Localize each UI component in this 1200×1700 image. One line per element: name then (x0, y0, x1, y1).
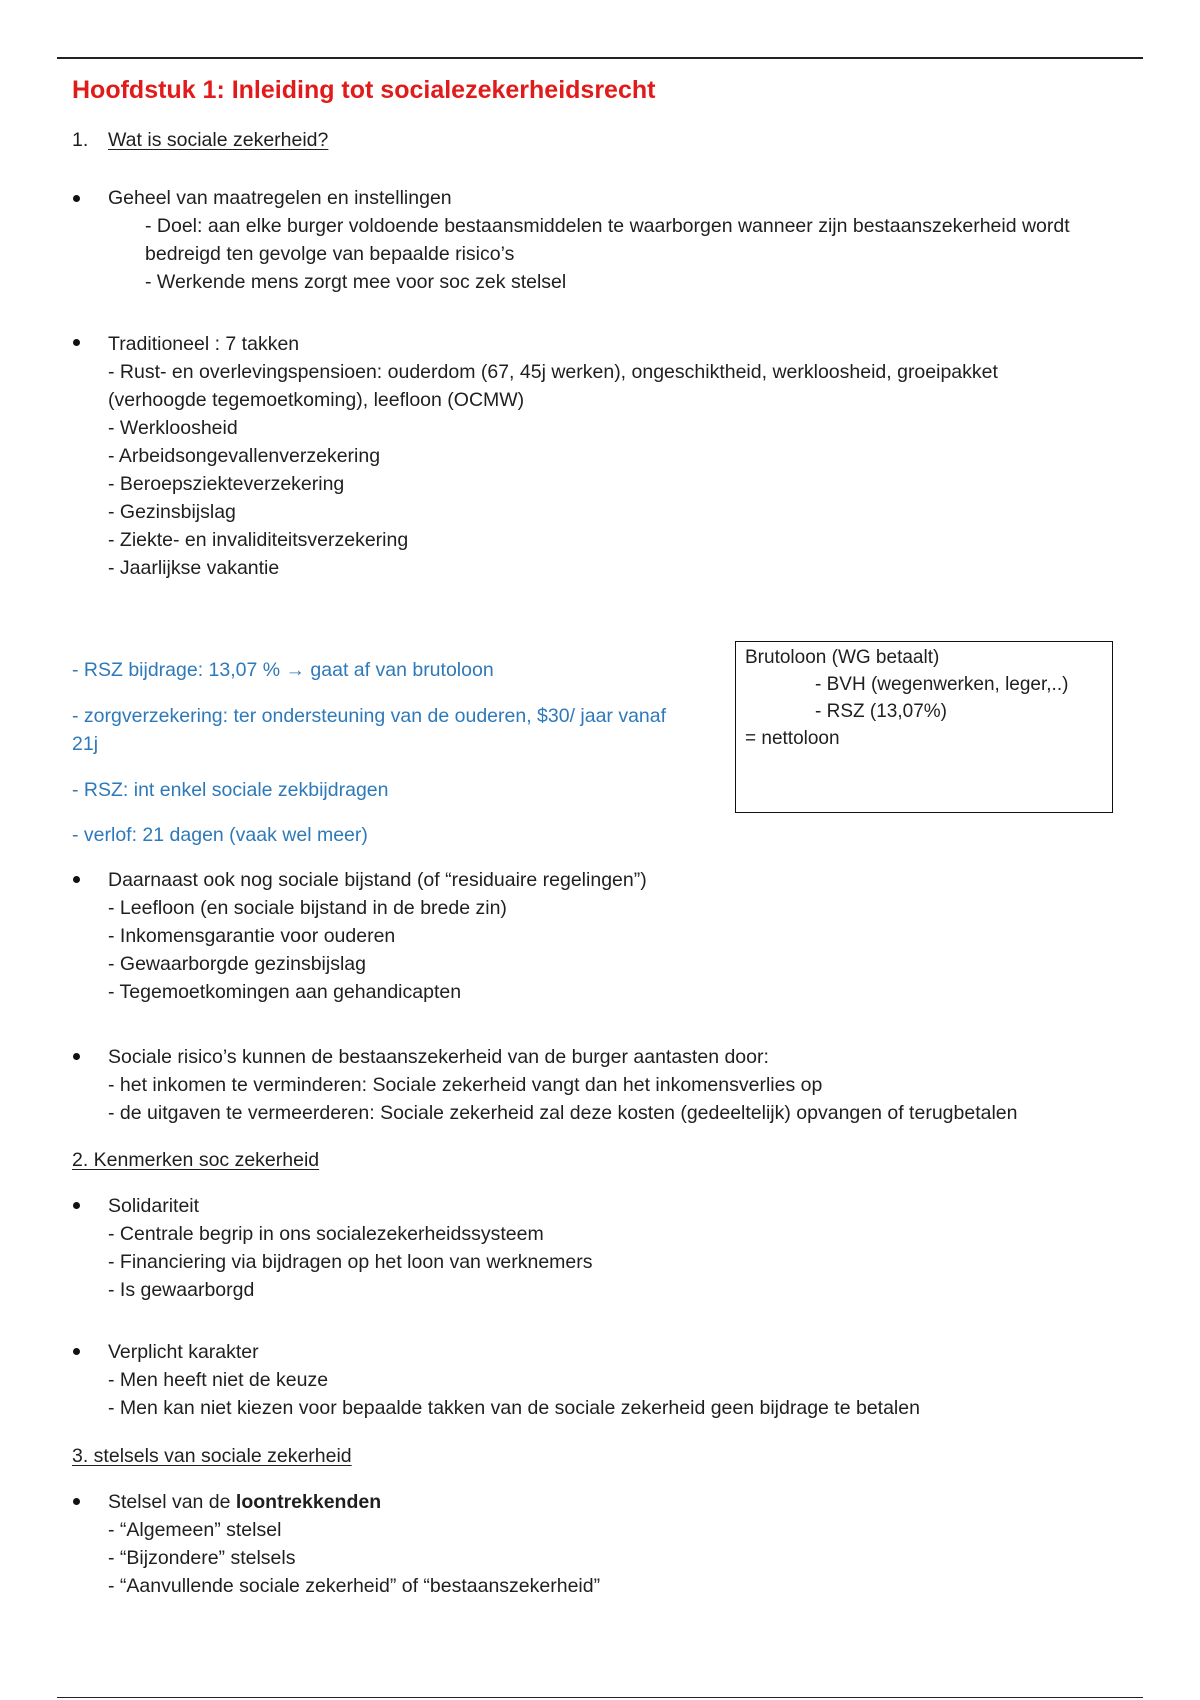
bullet-text: Daarnaast ook nog sociale bijstand (of “residuaire regelingen”) (108, 869, 647, 891)
bullet-text: Traditioneel : 7 takken (108, 333, 300, 355)
bullet-subline: - Werkloosheid (108, 417, 238, 439)
box-line: = nettoloon (745, 728, 840, 749)
note-zorgverzekering-cont: 21j (72, 733, 99, 755)
bullet-subline: - Gezinsbijslag (108, 501, 236, 523)
note-verlof: - verlof: 21 dagen (vaak wel meer) (72, 824, 368, 846)
bullet-subline: - Centrale begrip in ons socialezekerheidssysteem (108, 1223, 544, 1245)
bullet-subline: - Is gewaarborgd (108, 1279, 255, 1301)
section-3-heading: 3. stelsels van sociale zekerheid (72, 1445, 352, 1467)
bullet-subline: - “Algemeen” stelsel (108, 1519, 282, 1541)
bullet-solidariteit (108, 1192, 593, 1304)
bullet-subline: - Beroepsziekteverzekering (108, 473, 345, 495)
box-line: Brutoloon (WG betaalt) (745, 647, 940, 668)
bullet-subline: - Inkomensgarantie voor ouderen (108, 925, 396, 947)
bullet-traditioneel (108, 330, 998, 582)
bullet-subline: - “Aanvullende sociale zekerheid” of “bestaanszekerheid” (108, 1575, 601, 1597)
bullet-text: Solidariteit (108, 1195, 200, 1217)
bullet-subline: - Rust- en overlevingspensioen: ouderdom (67, 45j werken), ongeschiktheid, werkloosheid, groeipakket (108, 361, 998, 383)
page-title: Hoofdstuk 1: Inleiding tot socialezekerheidsrecht (72, 76, 656, 104)
bullet-bijstand (108, 866, 647, 1006)
box-line: - RSZ (13,07%) (815, 701, 947, 722)
bullet-verplicht (108, 1338, 920, 1422)
bullet-icon (73, 1053, 80, 1060)
bullet-text-prefix: Stelsel van de (108, 1491, 236, 1513)
brutoloon-box (735, 641, 1113, 813)
bullet-subline: - Tegemoetkomingen aan gehandicapten (108, 981, 462, 1003)
bullet-subline: - Leefloon (en sociale bijstand in de brede zin) (108, 897, 507, 919)
bullet-text-bold: loontrekkenden (235, 1491, 382, 1513)
bullet-subline: - Ziekte- en invaliditeitsverzekering (108, 529, 409, 551)
bullet-text (108, 1488, 600, 1516)
bullet-icon (73, 1348, 80, 1355)
bullet-icon (73, 876, 80, 883)
bullet-subline: (verhoogde tegemoetkoming), leefloon (OCMW) (108, 389, 525, 411)
section-1-number: 1. (72, 129, 89, 151)
bottom-rule (57, 1697, 1143, 1698)
bullet-subline: bedreigd ten gevolge van bepaalde risico’s (145, 243, 515, 265)
bullet-subline: - Jaarlijkse vakantie (108, 557, 280, 579)
bullet-subline: - Arbeidsongevallenverzekering (108, 445, 381, 467)
top-rule (57, 57, 1143, 59)
section-1-heading: Wat is sociale zekerheid? (108, 129, 329, 151)
bullet-subline: - Werkende mens zorgt mee voor soc zek stelsel (145, 271, 567, 293)
bullet-text: Sociale risico’s kunnen de bestaanszekerheid van de burger aantasten door: (108, 1046, 769, 1068)
bullet-subline: - Men heeft niet de keuze (108, 1369, 329, 1391)
bullet-subline: - Financiering via bijdragen op het loon van werknemers (108, 1251, 593, 1273)
bullet-icon (73, 195, 80, 202)
bullet-subline: - Gewaarborgde gezinsbijslag (108, 953, 366, 975)
bullet-icon (73, 1498, 80, 1505)
bullet-subline: - de uitgaven te vermeerderen: Sociale zekerheid zal deze kosten (gedeeltelijk) opvangen of terugbetalen (108, 1102, 1018, 1124)
section-2-heading: 2. Kenmerken soc zekerheid (72, 1149, 320, 1171)
bullet-subline: - “Bijzondere” stelsels (108, 1547, 296, 1569)
bullet-subline: - Doel: aan elke burger voldoende bestaansmiddelen te waarborgen wanneer zijn bestaanszekerheid wordt (145, 215, 1070, 237)
bullet-risicos (108, 1043, 1017, 1127)
bullet-text: Geheel van maatregelen en instellingen (108, 187, 452, 209)
bullet-loontrekkenden (108, 1488, 600, 1600)
note-rsz-int: - RSZ: int enkel sociale zekbijdragen (72, 779, 389, 801)
bullet-geheel (108, 184, 1070, 296)
note-zorgverzekering: - zorgverzekering: ter ondersteuning van de ouderen, $30/ jaar vanaf (72, 705, 667, 727)
box-line: - BVH (wegenwerken, leger,..) (815, 674, 1069, 695)
bullet-text: Verplicht karakter (108, 1341, 259, 1363)
bullet-subline: - Men kan niet kiezen voor bepaalde takken van de sociale zekerheid geen bijdrage te betalen (108, 1397, 920, 1419)
bullet-icon (73, 1202, 80, 1209)
note-rsz-bijdrage: - RSZ bijdrage: 13,07 % → gaat af van brutoloon (72, 659, 494, 681)
bullet-icon (73, 339, 80, 346)
bullet-subline: - het inkomen te verminderen: Sociale zekerheid vangt dan het inkomensverlies op (108, 1074, 823, 1096)
